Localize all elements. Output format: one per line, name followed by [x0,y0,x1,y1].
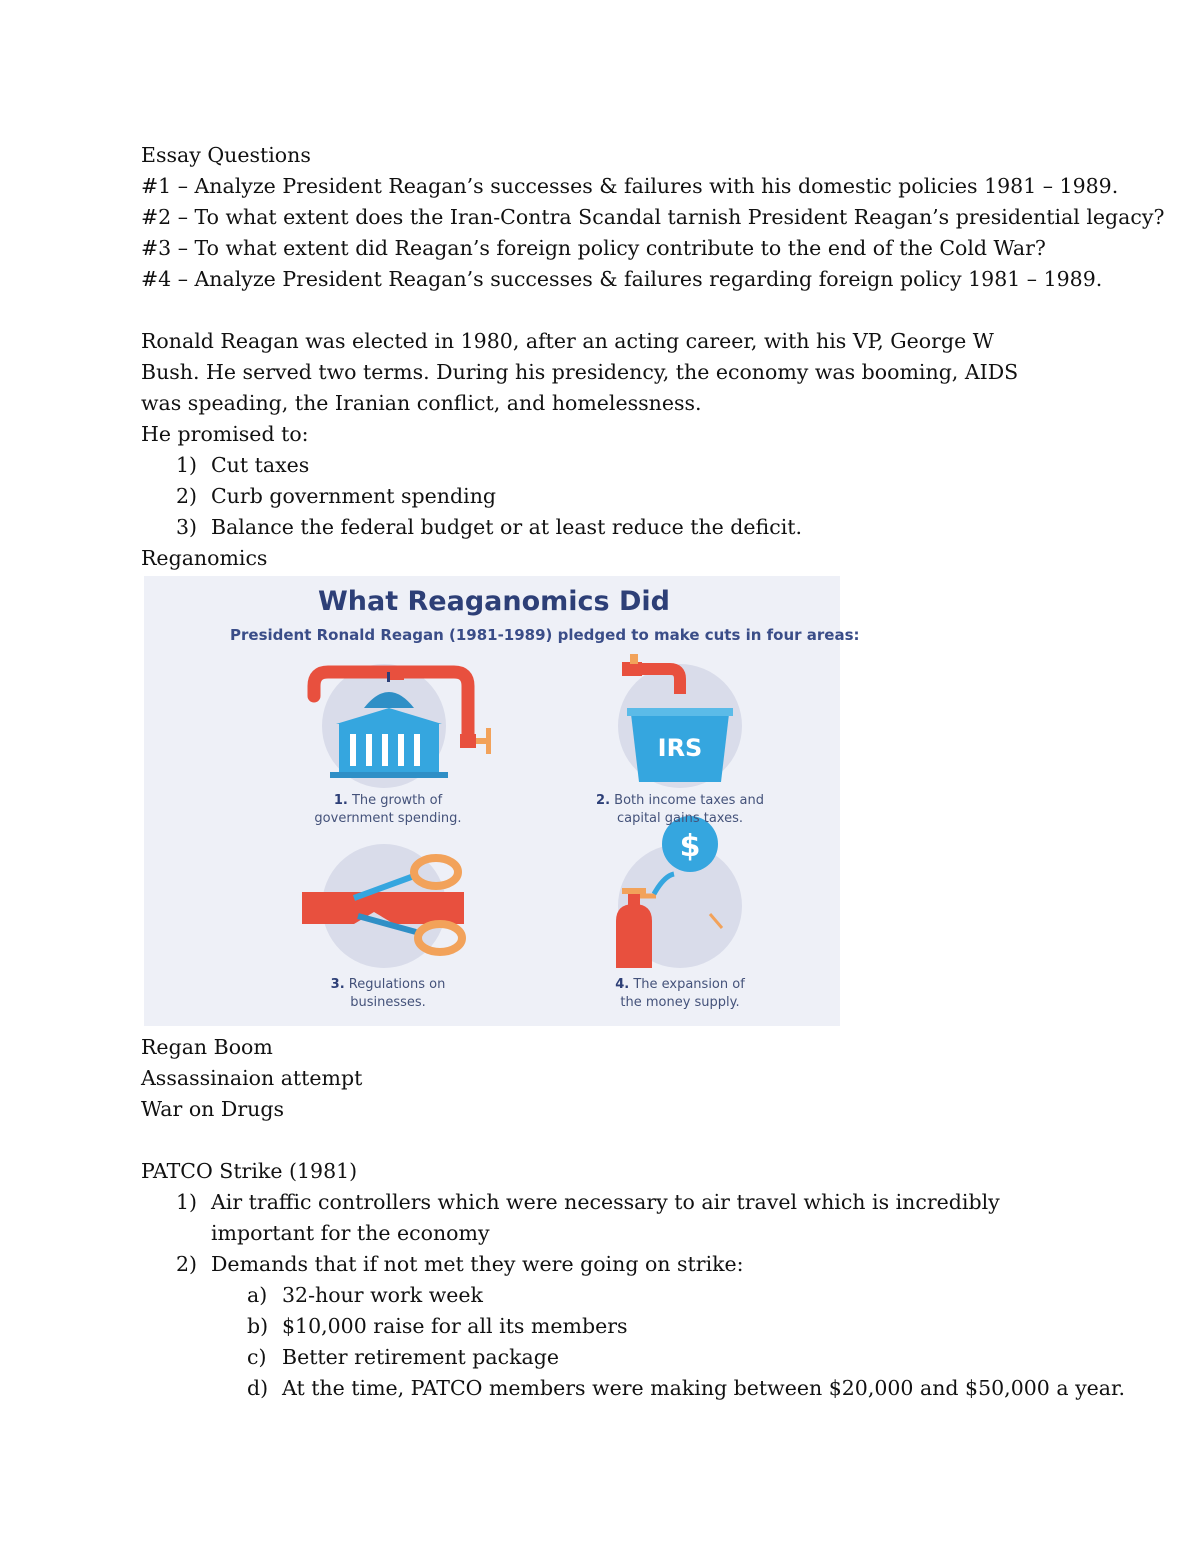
list-text: Curb government spending [211,484,497,508]
list-item [141,1249,1101,1280]
dollar-sign-label: $ [679,829,701,864]
irs-label: IRS [657,734,703,762]
sub-list-item [141,1342,1101,1373]
sub-list-text: Better retirement package [282,1345,560,1369]
caption-line: capital gains taxes. [616,811,744,826]
caption-line: the money supply. [620,995,740,1010]
sub-list-letter: b) [247,1314,269,1338]
document-page [141,140,1165,1404]
sub-list-text: 32-hour work week [282,1283,483,1307]
topic-regan-boom: Regan Boom [141,1035,273,1059]
promised-heading: He promised to: [141,422,309,446]
infographic-caption-1 [278,792,498,828]
caption-line: government spending. [314,811,462,826]
sub-list-item [141,1311,1101,1342]
caption-number: 1. [333,793,348,808]
infographic-caption-4 [570,976,790,1012]
list-number: 1) [176,1190,198,1214]
list-item [141,1187,1081,1249]
infographic-caption-2 [560,792,800,828]
caption-line: The growth of [351,793,443,808]
list-number: 3) [176,515,198,539]
list-text: Balance the federal budget or at least reduce the deficit. [211,515,803,539]
list-number: 2) [176,484,198,508]
capitol-clamp-icon [314,664,491,788]
sub-list-letter: d) [247,1376,269,1400]
caption-line: businesses. [350,995,426,1010]
essay-question-2: #2 – To what extent does the Iran-Contra Scandal tarnish President Reagan’s presidential legacy? [141,205,1165,229]
caption-number: 4. [615,977,630,992]
list-number: 2) [176,1252,198,1276]
infographic-caption-3 [278,976,498,1012]
essay-question-1: #1 – Analyze President Reagan’s successes & failures with his domestic policies 1981 – 1989. [141,174,1119,198]
list-item [141,512,1101,543]
topic-assassination-attempt: Assassinaion attempt [141,1066,363,1090]
essay-question-3: #3 – To what extent did Reagan’s foreign policy contribute to the end of the Cold War? [141,236,1046,260]
caption-line: Both income taxes and [614,793,764,808]
list-number: 1) [176,453,198,477]
essay-heading: Essay Questions [141,143,311,167]
topic-war-on-drugs: War on Drugs [141,1097,284,1121]
list-text: Air traffic controllers which were necessary to air travel which is incredibly important for the economy [211,1190,1000,1245]
section-label-reganomics: Reganomics [141,546,268,570]
list-item [141,481,1101,512]
reaganomics-infographic [144,576,860,1026]
infographic-title: What Reaganomics Did [317,586,671,617]
caption-number: 2. [596,793,611,808]
sub-list-text: $10,000 raise for all its members [282,1314,628,1338]
sub-list-item [141,1280,1101,1311]
list-item [141,450,1101,481]
spacer [141,1125,1101,1156]
sub-list-text: At the time, PATCO members were making between $20,000 and $50,000 a year. [282,1376,1126,1400]
list-text: Demands that if not met they were going on strike: [211,1252,744,1276]
sub-list-letter: a) [247,1283,268,1307]
infographic-subtitle: President Ronald Reagan (1981-1989) pledged to make cuts in four areas: [230,626,860,644]
scissors-red-tape-icon [302,844,464,968]
intro-paragraph: Ronald Reagan was elected in 1980, after an acting career, with his VP, George W Bush. He served two terms. During his presidency, the economy was booming, AIDS was speading, the Iranian conflict, and homelessness. [141,329,1019,415]
caption-number: 3. [330,977,345,992]
caption-line: Regulations on [348,977,446,992]
patco-heading: PATCO Strike (1981) [141,1159,358,1183]
essay-question-4: #4 – Analyze President Reagan’s successes & failures regarding foreign policy 1981 – 1989. [141,267,1103,291]
faucet-irs-bucket-icon [618,654,742,788]
sub-list-item [141,1373,1126,1404]
caption-line: The expansion of [633,977,745,992]
list-text: Cut taxes [211,453,310,477]
spacer [141,295,1101,326]
sub-list-letter: c) [247,1345,267,1369]
